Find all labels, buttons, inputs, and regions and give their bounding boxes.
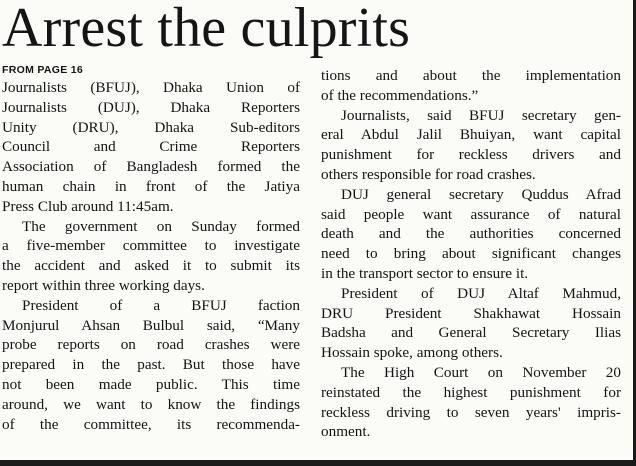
text-line: Monjurul Ahsan Bulbul said, “Many [2, 316, 300, 334]
text-line: The High Court on November 20 [341, 363, 621, 381]
text-line: reckless driving to seven years' impris- [321, 403, 621, 421]
text-line: need to bring about significant changes [321, 245, 621, 263]
text-line: of the recommendations.” [321, 86, 479, 104]
article-column-left [2, 64, 300, 434]
text-line: the accident and asked it to submit its [2, 257, 300, 275]
text-line: punishment for reckless drivers and [321, 146, 621, 164]
continuation-kicker: FROM PAGE 16 [2, 64, 84, 76]
text-line: a five-member committee to investigate [2, 237, 300, 255]
text-line: not been made public. This time [2, 375, 300, 393]
text-line: The government on Sunday formed [22, 217, 300, 235]
text-line: DUJ general secretary Quddus Afrad [341, 185, 621, 203]
text-line: DRU President Shakhawat Hossain [321, 304, 621, 322]
text-line: said people want assurance of natural [321, 205, 621, 223]
text-line: of the committee, its recommenda- [2, 415, 300, 433]
text-line: Hossain spoke, among others. [321, 344, 503, 362]
text-line: tions and about the implementation [321, 67, 621, 84]
article-column-right [321, 66, 621, 442]
text-line: Unity (DRU), Dhaka Sub-editors [2, 118, 300, 136]
page-edge-bottom [0, 460, 636, 466]
text-line: Journalists (DUJ), Dhaka Reporters [2, 98, 300, 116]
headline: Arrest the culprits [2, 0, 411, 59]
text-line: Press Club around 11:45am. [2, 197, 174, 215]
text-line: onment. [321, 423, 371, 441]
text-line: prepared in the past. But those have [2, 356, 300, 374]
text-line: Journalists, said BFUJ secretary gen- [341, 106, 621, 124]
text-line: report within three working days. [2, 276, 205, 294]
text-line: Association of Bangladesh formed the [2, 158, 300, 176]
text-line: human chain in front of the Jatiya [2, 177, 300, 195]
text-line: others responsible for road crashes. [321, 165, 536, 183]
text-line: in the transport sector to ensure it. [321, 264, 529, 282]
text-line: Council and Crime Reporters [2, 138, 300, 156]
text-line: eral Abdul Jalil Bhuiyan, want capital [321, 126, 621, 144]
text-line: President of a BFUJ faction [22, 296, 300, 314]
text-line: President of DUJ Altaf Mahmud, [341, 284, 621, 302]
text-line: probe reports on road crashes were [2, 336, 300, 354]
text-line: Journalists (BFUJ), Dhaka Union of [2, 79, 300, 96]
text-line: Badsha and General Secretary Ilias [321, 324, 621, 342]
text-line: death and the authorities concerned [321, 225, 621, 243]
text-line: around, we want to know the findings [2, 395, 300, 413]
text-line: reinstated the highest punishment for [321, 383, 621, 401]
